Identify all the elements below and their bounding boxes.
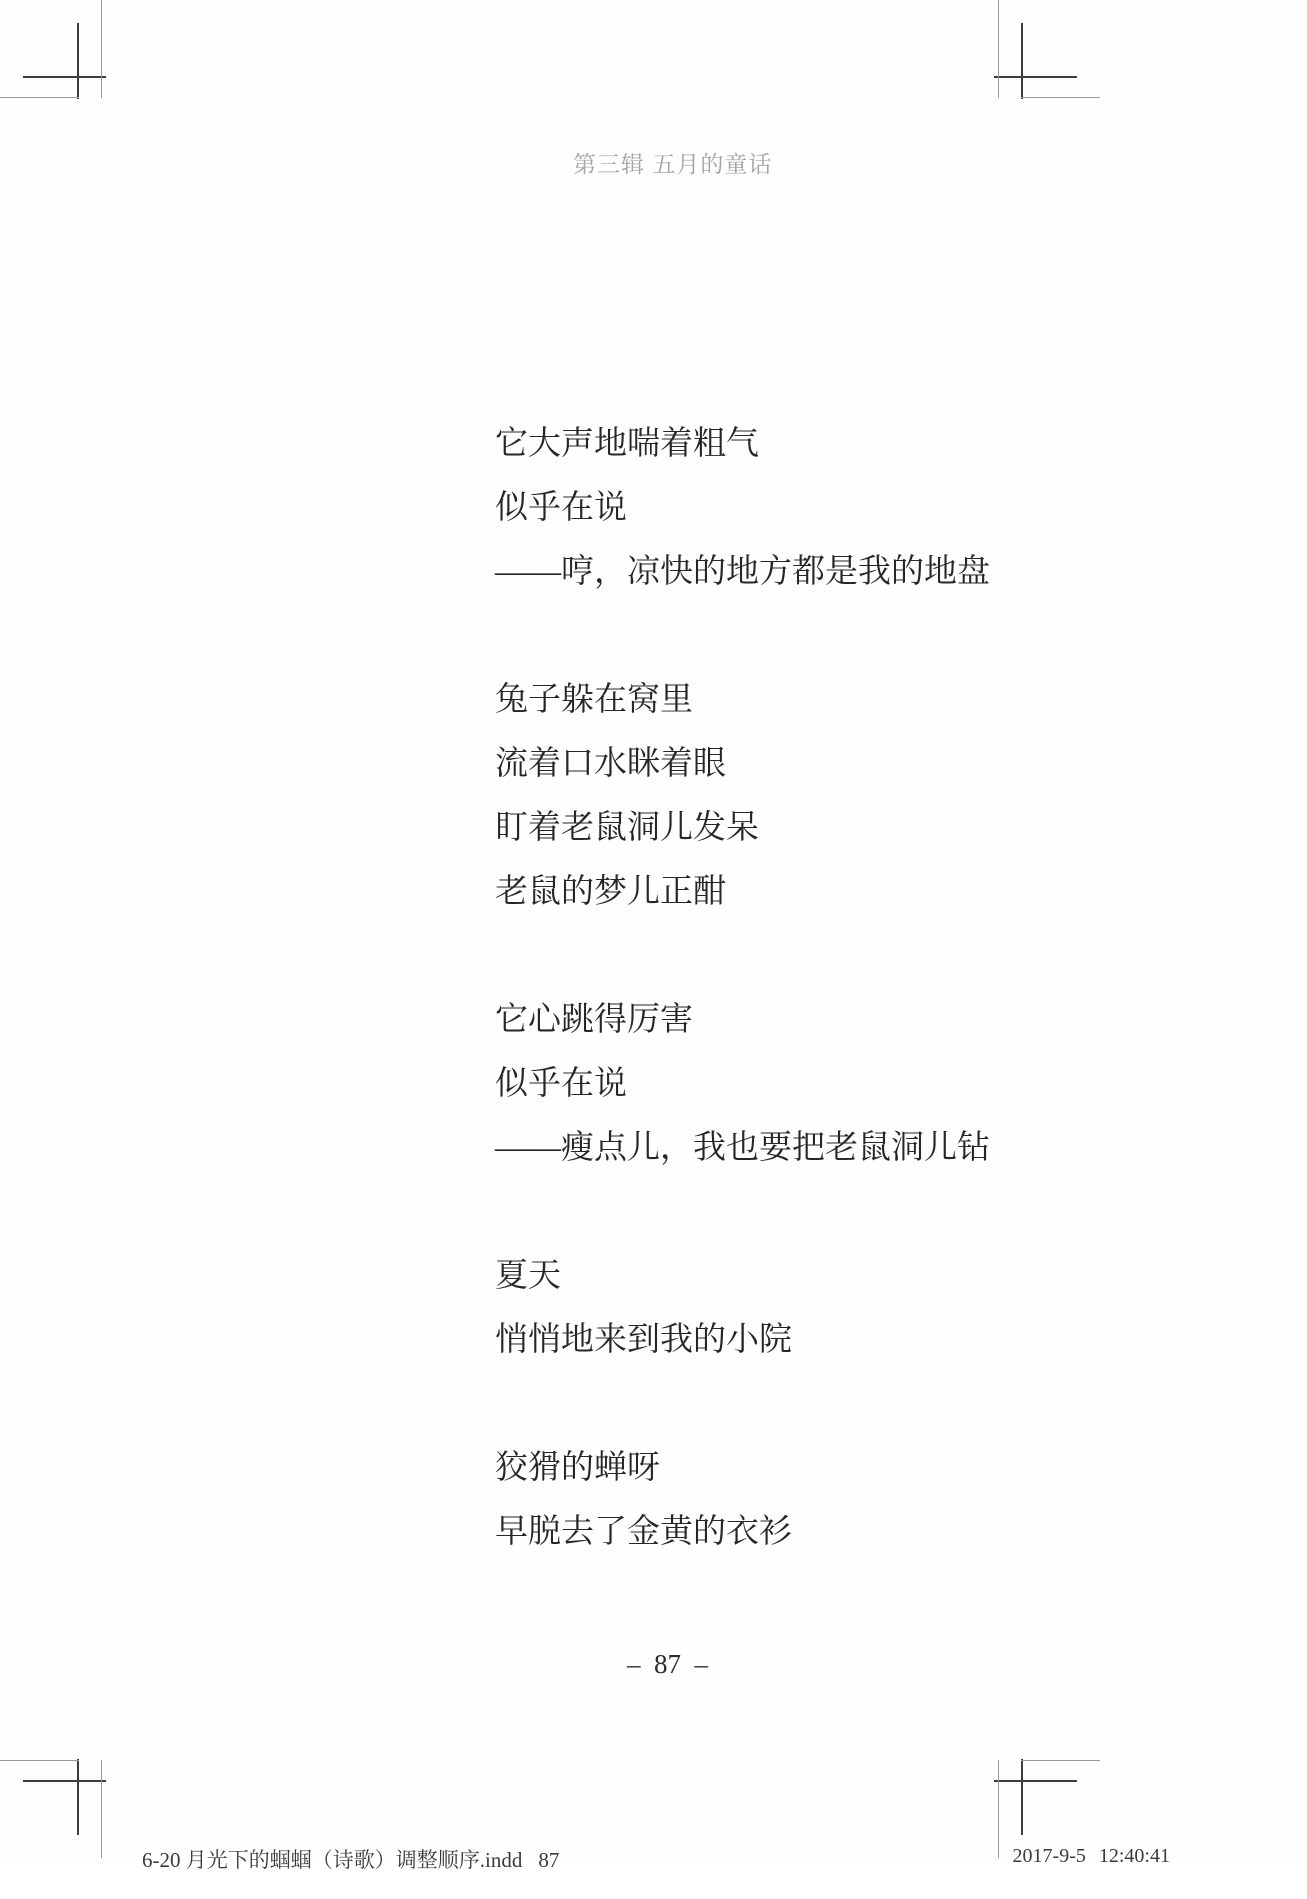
crop-mark-line xyxy=(101,0,102,98)
poem-line: 悄悄地来到我的小院 xyxy=(495,1322,792,1358)
stanza xyxy=(495,1436,990,1564)
crop-mark-line xyxy=(994,76,1077,78)
poem-line: 似乎在说 xyxy=(495,490,627,526)
crop-mark-line xyxy=(1021,23,1023,99)
footer-date: 2017-9-5 xyxy=(1012,1845,1086,1867)
crop-mark-line xyxy=(23,1780,106,1782)
crop-mark-line xyxy=(0,1760,79,1761)
stanza xyxy=(495,1244,990,1372)
crop-mark-line xyxy=(998,0,999,98)
poem-line: 它大声地喘着粗气 xyxy=(495,426,759,462)
page-number: – 87 – xyxy=(627,1649,708,1679)
footer-timestamp xyxy=(993,1822,1170,1891)
crop-mark-line xyxy=(101,1760,102,1858)
poem-line: 似乎在说 xyxy=(495,1066,627,1102)
stanza xyxy=(495,988,990,1180)
poem-line: 流着口水眯着眼 xyxy=(495,746,726,782)
poem-line: 它心跳得厉害 xyxy=(495,1002,693,1038)
running-header: 第三辑 五月的童话 xyxy=(573,151,773,177)
footer-page-ref: 87 xyxy=(538,1848,560,1872)
footer-file-name: 6-20 月光下的蝈蝈（诗歌）调整顺序.indd xyxy=(142,1848,523,1872)
poem-line: 老鼠的梦儿正酣 xyxy=(495,874,726,910)
crop-mark-line xyxy=(1021,97,1100,98)
crop-mark-line xyxy=(23,76,106,78)
poem-line: ——哼，凉快的地方都是我的地盘 xyxy=(495,554,990,590)
poem-line: ——瘦点儿，我也要把老鼠洞儿钻 xyxy=(495,1130,990,1166)
crop-mark-line xyxy=(77,23,79,99)
footer-time: 12:40:41 xyxy=(1098,1845,1170,1867)
poem-line: 夏天 xyxy=(495,1258,561,1294)
crop-mark-line xyxy=(1021,1760,1100,1761)
poem-line: 早脱去了金黄的衣衫 xyxy=(495,1514,792,1550)
crop-mark-line xyxy=(0,97,79,98)
stanza xyxy=(495,412,990,604)
poem xyxy=(495,412,990,1628)
crop-mark-line xyxy=(77,1759,79,1835)
footer-file-info xyxy=(121,1819,559,1899)
poem-line: 狡猾的蝉呀 xyxy=(495,1450,660,1486)
crop-mark-line xyxy=(994,1780,1077,1782)
poem-line: 兔子躲在窝里 xyxy=(495,682,693,718)
stanza xyxy=(495,668,990,924)
poem-line: 盯着老鼠洞儿发呆 xyxy=(495,810,759,846)
